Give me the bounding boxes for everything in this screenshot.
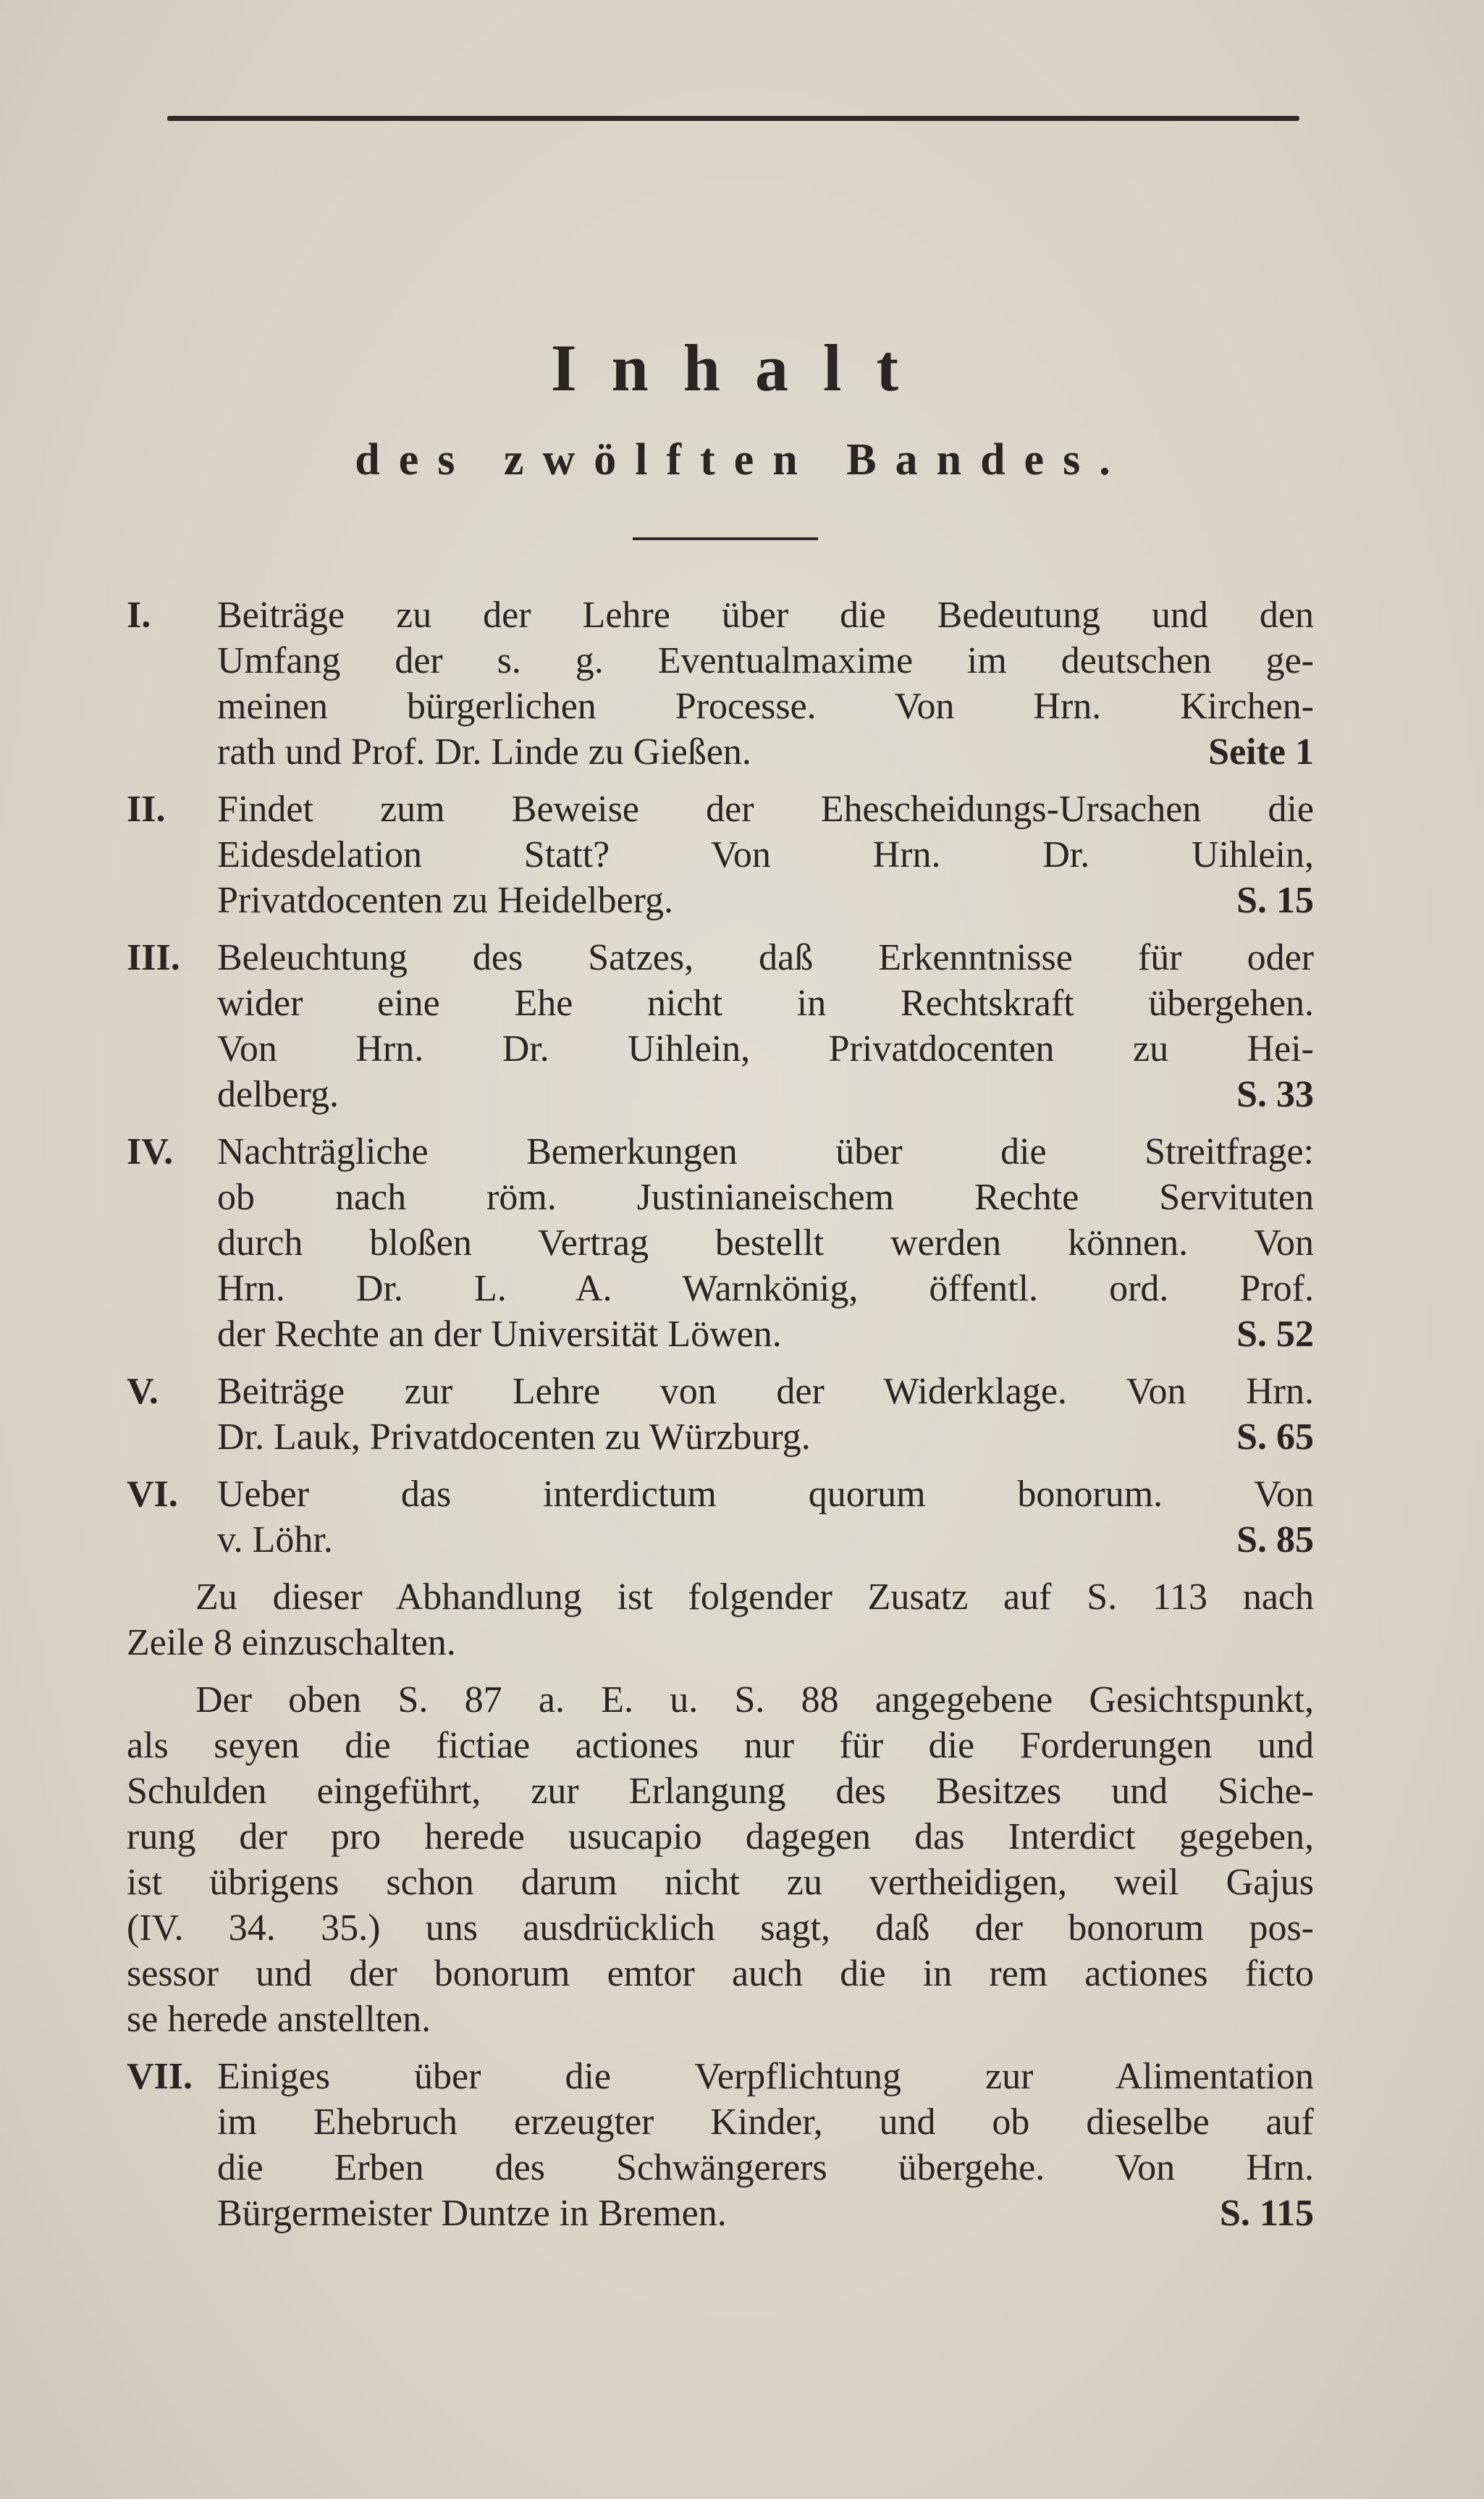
- toc-entry: [127, 2054, 1314, 2236]
- entry-line: Nachträgliche Bemerkungen über die Streitfrage:: [217, 1131, 1314, 1172]
- page-reference: S. 85: [1236, 1519, 1314, 1561]
- entry-line: Beiträge zu der Lehre über die Bedeutung und den: [217, 595, 1314, 636]
- entry-line: Beleuchtung des Satzes, daß Erkenntnisse für oder: [217, 937, 1314, 978]
- page-subtitle: des zwölften Bandes.: [355, 435, 1129, 484]
- entry-text: Bürgermeister Duntze in Bremen.: [217, 2193, 727, 2234]
- entry-text: Privatdocenten zu Heidelberg.: [217, 880, 674, 921]
- table-of-contents: [127, 592, 1314, 2248]
- divider: [633, 537, 818, 540]
- entry-line: Eidesdelation Statt? Von Hrn. Dr. Uihlein,: [217, 834, 1314, 875]
- entry-line: Findet zum Beweise der Ehescheidungs-Ursachen die: [217, 789, 1314, 830]
- entry-line: [217, 1072, 1314, 1117]
- entry-line: [217, 729, 1314, 775]
- entry-line: [217, 1311, 1314, 1357]
- toc-entry: [127, 592, 1314, 775]
- entry-line: ob nach röm. Justinianeischem Rechte Servituten: [217, 1177, 1314, 1218]
- entry-line: Hrn. Dr. L. A. Warnkönig, öffentl. ord. Prof.: [217, 1268, 1314, 1309]
- page-reference: S. 15: [1236, 880, 1314, 921]
- entry-numeral: V.: [127, 1371, 159, 1412]
- entry-line: wider eine Ehe nicht in Rechtskraft übergehen.: [217, 983, 1314, 1024]
- entry-line: meinen bürgerlichen Processe. Von Hrn. Kirchen-: [217, 686, 1314, 727]
- toc-entry: [127, 1369, 1314, 1460]
- entry-line: im Ehebruch erzeugter Kinder, und ob dieselbe auf: [217, 2101, 1314, 2143]
- entry-line: [217, 2191, 1314, 2236]
- note-line: Schulden eingeführt, zur Erlangung des Besitzes und Siche-: [127, 1771, 1314, 1812]
- entry-text: delberg.: [217, 1074, 339, 1115]
- entry-line: die Erben des Schwängerers übergehe. Von Hrn.: [217, 2147, 1314, 2188]
- entry-line: [217, 878, 1314, 923]
- entry-line: Einiges über die Verpflichtung zur Alimentation: [217, 2056, 1314, 2097]
- entry-line: Umfang der s. g. Eventualmaxime im deutschen ge-: [217, 640, 1314, 681]
- entry-numeral: VII.: [127, 2056, 193, 2097]
- entry-text: rath und Prof. Dr. Linde zu Gießen.: [217, 731, 751, 773]
- top-rule: [167, 116, 1299, 121]
- toc-entry: [127, 786, 1314, 923]
- entry-numeral: I.: [127, 595, 151, 636]
- note-line: ist übrigens schon darum nicht zu vertheidigen, weil Gajus: [127, 1862, 1314, 1903]
- note-line: rung der pro herede usucapio dagegen das Interdict gegeben,: [127, 1816, 1314, 1857]
- entry-line: Beiträge zur Lehre von der Widerklage. Von Hrn.: [217, 1371, 1314, 1412]
- note-line: Zu dieser Abhandlung ist folgender Zusatz auf S. 113 nach: [195, 1576, 1314, 1618]
- page-title: Inhalt: [550, 331, 934, 405]
- entry-text: der Rechte an der Universität Löwen.: [217, 1314, 782, 1355]
- entry-numeral: III.: [127, 937, 180, 978]
- note-line: se herede anstellten.: [127, 1999, 431, 2040]
- note-line: Zeile 8 einzuschalten.: [127, 1622, 456, 1663]
- page-reference: S. 115: [1219, 2193, 1314, 2234]
- note-paragraph: [127, 1677, 1314, 2042]
- page-reference: Seite 1: [1208, 731, 1314, 773]
- entry-text: Dr. Lauk, Privatdocenten zu Würzburg.: [217, 1416, 811, 1458]
- toc-entry: [127, 935, 1314, 1117]
- entry-numeral: VI.: [127, 1474, 178, 1515]
- entry-line: Ueber das interdictum quorum bonorum. Von: [217, 1474, 1314, 1515]
- entry-line: [217, 1414, 1314, 1460]
- note-paragraph: [127, 1574, 1314, 1666]
- entry-text: v. Löhr.: [217, 1519, 333, 1561]
- entry-line: [217, 1517, 1314, 1563]
- entry-line: durch bloßen Vertrag bestellt werden können. Von: [217, 1222, 1314, 1264]
- toc-entry: [127, 1129, 1314, 1357]
- entry-numeral: II.: [127, 789, 166, 830]
- entry-numeral: IV.: [127, 1131, 174, 1172]
- note-line: als seyen die fictiae actiones nur für die Forderungen und: [127, 1725, 1314, 1766]
- page-reference: S. 65: [1236, 1416, 1314, 1458]
- page-reference: S. 33: [1236, 1074, 1314, 1115]
- toc-entry: [127, 1471, 1314, 1563]
- page-reference: S. 52: [1236, 1314, 1314, 1355]
- note-line: Der oben S. 87 a. E. u. S. 88 angegebene Gesichtspunkt,: [195, 1679, 1314, 1721]
- note-line: sessor und der bonorum emtor auch die in rem actiones ficto: [127, 1953, 1314, 1994]
- entry-line: Von Hrn. Dr. Uihlein, Privatdocenten zu Hei-: [217, 1028, 1314, 1070]
- note-line: (IV. 34. 35.) uns ausdrücklich sagt, daß der bonorum pos-: [127, 1907, 1314, 1949]
